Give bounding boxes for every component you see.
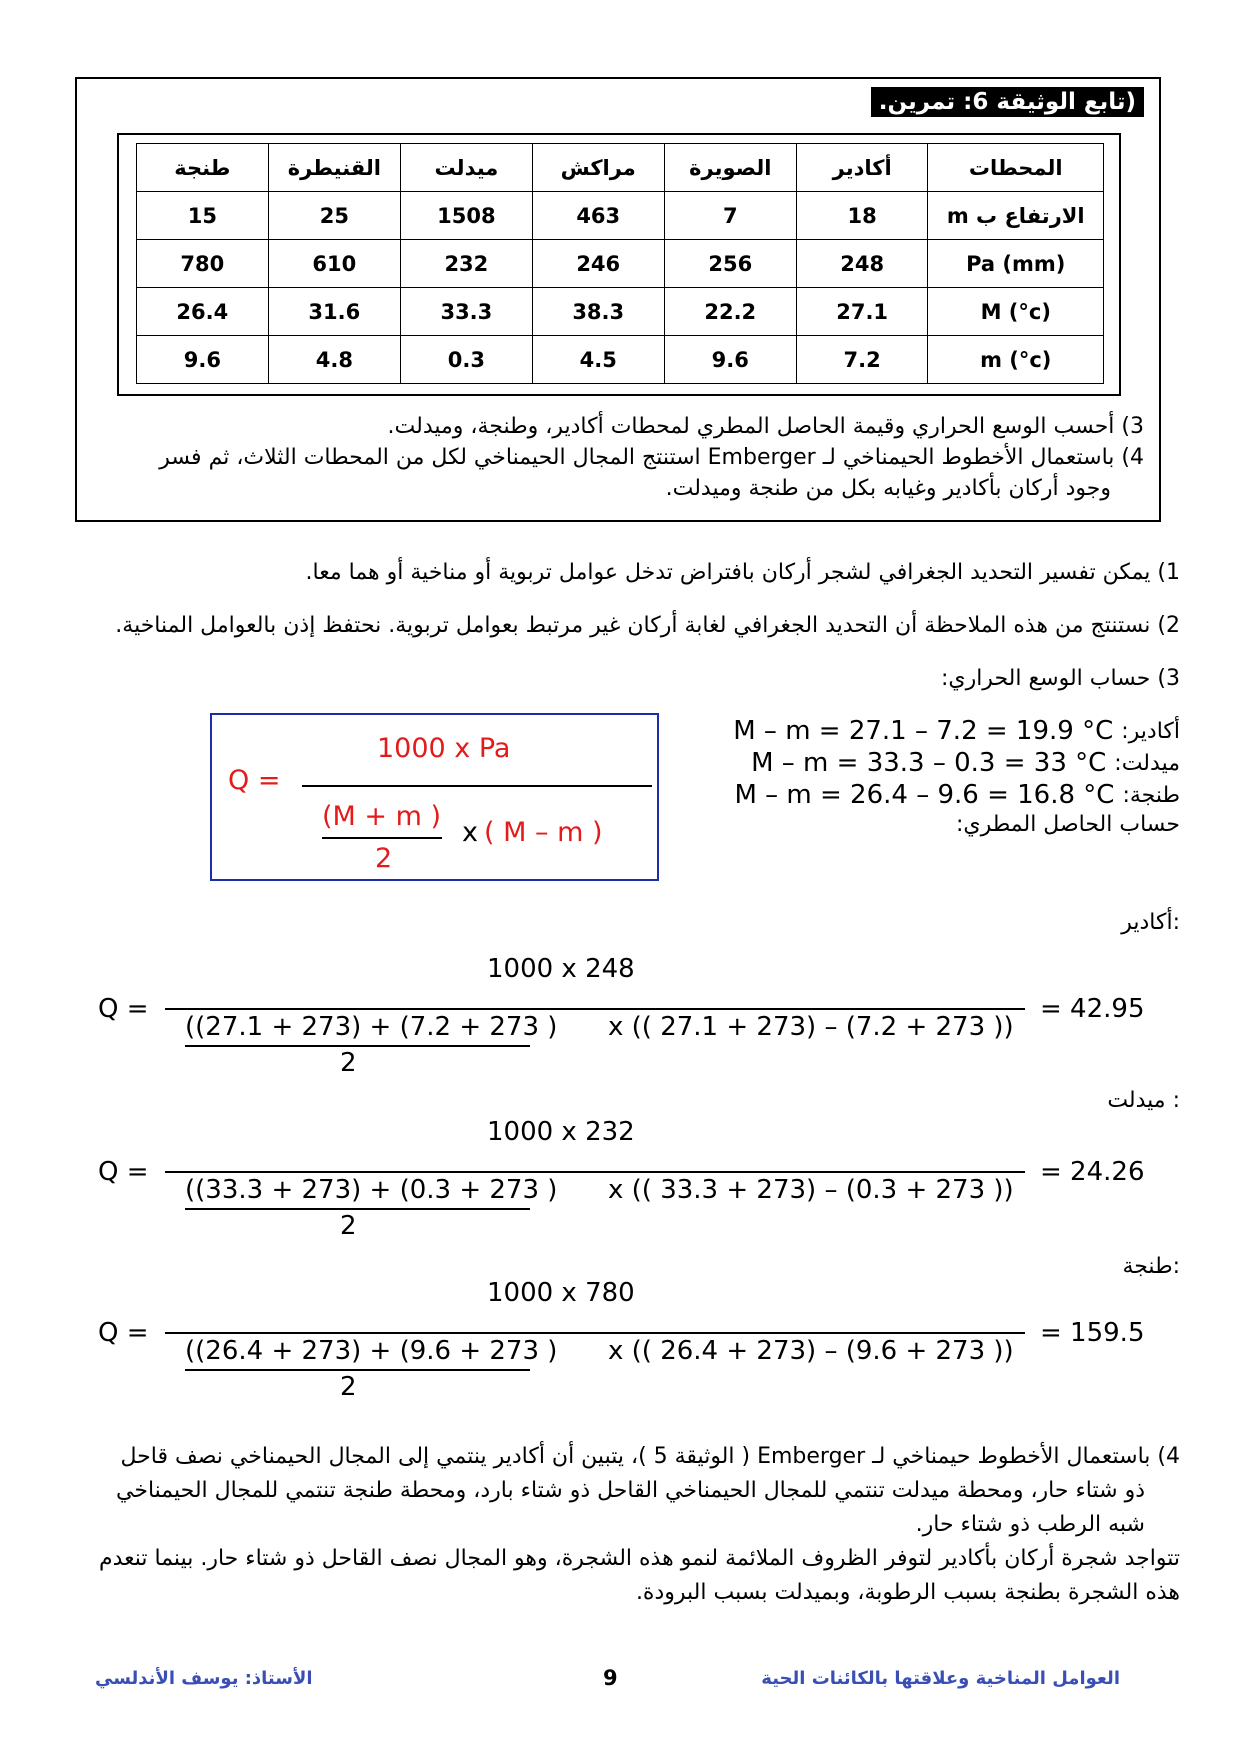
calc-result: = 24.26 bbox=[1040, 1157, 1145, 1187]
table-cell: Pa (mm) bbox=[928, 240, 1104, 288]
calc-fraction-line bbox=[165, 1332, 1025, 1334]
amplitude-list bbox=[700, 715, 1180, 811]
table-row bbox=[137, 288, 1104, 336]
calc-den1: ((33.3 + 273) + (0.3 + 273 ) bbox=[185, 1175, 558, 1205]
exercise-title: (تابع الوثيقة 6: تمرين. bbox=[871, 87, 1144, 117]
table-cell: 25 bbox=[268, 192, 400, 240]
table-cell: مراكش bbox=[532, 144, 664, 192]
calc-numerator: 1000 x 780 bbox=[487, 1278, 635, 1308]
question-4-cont: وجود أركان بأكادير وغيابه بكل من طنجة وميدلت. bbox=[665, 476, 1111, 501]
formula-fraction-line bbox=[302, 785, 652, 787]
table-cell: ميدلت bbox=[400, 144, 532, 192]
calc-numerator: 1000 x 248 bbox=[487, 954, 635, 984]
calc-fraction-line bbox=[165, 1008, 1025, 1010]
table-cell: 256 bbox=[664, 240, 796, 288]
calc-den1: ((26.4 + 273) + (9.6 + 273 ) bbox=[185, 1336, 558, 1366]
table-header-row bbox=[137, 144, 1104, 192]
table-row bbox=[137, 336, 1104, 384]
table-cell: 1508 bbox=[400, 192, 532, 240]
table-cell: طنجة bbox=[137, 144, 269, 192]
table-cell: 246 bbox=[532, 240, 664, 288]
calc-result: = 42.95 bbox=[1040, 994, 1145, 1024]
answer-1: 1) يمكن تفسير التحديد الجغرافي لشجر أركان بافتراض تدخل عوامل تربوية أو مناخية أو هما معا. bbox=[305, 560, 1180, 585]
table-cell: 15 bbox=[137, 192, 269, 240]
formula-numerator: 1000 x Pa bbox=[377, 733, 511, 764]
formula-mm-diff: ( M – m ) bbox=[484, 817, 603, 848]
calc-label: :طنجة bbox=[1122, 1254, 1180, 1279]
amplitude-station: أكادير: bbox=[1121, 718, 1180, 744]
amplitude-station: طنجة: bbox=[1122, 782, 1180, 808]
footer-chapter-title: العوامل المناخية وعلاقتها بالكائنات الحية bbox=[761, 1668, 1120, 1689]
answer-4-line-3: شبه الرطب ذو شتاء حار. bbox=[915, 1512, 1145, 1537]
calc-half-line bbox=[185, 1208, 530, 1210]
calc-block-midelt bbox=[0, 1073, 1240, 1243]
table-cell: m (°c) bbox=[928, 336, 1104, 384]
formula-half-line bbox=[322, 837, 442, 839]
answer-4-line-4: تتواجد شجرة أركان بأكادير لتوفر الظروف الملائمة لنمو هذه الشجرة، وهو المجال نصف القاحل ذو شتاء حار. بينما تنعدم bbox=[98, 1546, 1180, 1571]
exercise-box bbox=[75, 77, 1161, 522]
table-cell: 4.8 bbox=[268, 336, 400, 384]
table-cell: 38.3 bbox=[532, 288, 664, 336]
table-cell: 463 bbox=[532, 192, 664, 240]
table-cell: 9.6 bbox=[664, 336, 796, 384]
amplitude-row bbox=[700, 747, 1180, 779]
calc-den2: x (( 27.1 + 273) – (7.2 + 273 )) bbox=[608, 1012, 1014, 1042]
amplitude-row bbox=[700, 715, 1180, 747]
table-cell: 7.2 bbox=[796, 336, 928, 384]
answer-4-line-2: ذو شتاء حار، ومحطة ميدلت تنتمي للمجال الحيمناخي القاحل ذو شتاء بارد، ومحطة طنجة تنتمي للمجال الحيمناخي bbox=[116, 1478, 1145, 1503]
question-3: 3) أحسب الوسع الحراري وقيمة الحاصل المطري لمحطات أكادير، وطنجة، وميدلت. bbox=[387, 414, 1144, 439]
table-cell: الارتفاع ب m bbox=[928, 192, 1104, 240]
table-cell: 610 bbox=[268, 240, 400, 288]
answer-4-line-5: هذه الشجرة بطنجة بسبب الرطوبة، وبميدلت بسبب البرودة. bbox=[635, 1580, 1180, 1605]
calc-label: :أكادير bbox=[1121, 910, 1180, 935]
formula-box bbox=[210, 713, 659, 881]
table-cell: 33.3 bbox=[400, 288, 532, 336]
calc-den1: ((27.1 + 273) + (7.2 + 273 ) bbox=[185, 1012, 558, 1042]
table-cell: الصويرة bbox=[664, 144, 796, 192]
calc-half-line bbox=[185, 1369, 530, 1371]
table-cell: 9.6 bbox=[137, 336, 269, 384]
footer-author: الأستاذ: يوسف الأندلسي bbox=[95, 1668, 313, 1689]
table-row bbox=[137, 240, 1104, 288]
table-cell: 248 bbox=[796, 240, 928, 288]
table-cell: 780 bbox=[137, 240, 269, 288]
amplitude-expr: M – m = 27.1 – 7.2 = 19.9 °C bbox=[733, 716, 1114, 746]
calc-block-agadir bbox=[0, 910, 1240, 1080]
answer-3-title: 3) حساب الوسع الحراري: bbox=[940, 666, 1180, 691]
question-4: 4) باستعمال الأخطوط الحيمناخي لـ Emberger استنتج المجال الحيمناخي لكل من المحطات الثلاث، ثم فسر bbox=[159, 445, 1144, 470]
calc-den2: x (( 33.3 + 273) – (0.3 + 273 )) bbox=[608, 1175, 1014, 1205]
amplitude-station: ميدلت: bbox=[1114, 750, 1180, 776]
table-cell: أكادير bbox=[796, 144, 928, 192]
calc-two: 2 bbox=[340, 1372, 357, 1402]
calc-den2: x (( 26.4 + 273) – (9.6 + 273 )) bbox=[608, 1336, 1014, 1366]
table-cell: القنيطرة bbox=[268, 144, 400, 192]
calc-two: 2 bbox=[340, 1211, 357, 1241]
formula-mm-sum: (M + m ) bbox=[322, 801, 442, 832]
calc-label: : ميدلت bbox=[1107, 1088, 1180, 1113]
table-row bbox=[137, 192, 1104, 240]
table-cell: 27.1 bbox=[796, 288, 928, 336]
calc-q: Q = bbox=[98, 1318, 149, 1348]
table-cell: 26.4 bbox=[137, 288, 269, 336]
table-cell: 18 bbox=[796, 192, 928, 240]
amplitude-expr: M – m = 26.4 – 9.6 = 16.8 °C bbox=[734, 780, 1115, 810]
table-cell: 0.3 bbox=[400, 336, 532, 384]
formula-times: x bbox=[462, 817, 478, 848]
calc-q: Q = bbox=[98, 994, 149, 1024]
q-title: حساب الحاصل المطري: bbox=[955, 812, 1180, 837]
table-cell: المحطات bbox=[928, 144, 1104, 192]
table-cell: M (°c) bbox=[928, 288, 1104, 336]
amplitude-expr: M – m = 33.3 – 0.3 = 33 °C bbox=[751, 748, 1107, 778]
answer-2: 2) نستنتج من هذه الملاحظة أن التحديد الجغرافي لغابة أركان غير مرتبط بعوامل تربوية. نحتفظ إذن بالعوامل المناخية. bbox=[115, 613, 1180, 638]
table-cell: 31.6 bbox=[268, 288, 400, 336]
formula-q: Q = bbox=[228, 765, 281, 796]
table-cell: 4.5 bbox=[532, 336, 664, 384]
calc-fraction-line bbox=[165, 1171, 1025, 1173]
calc-q: Q = bbox=[98, 1157, 149, 1187]
calc-numerator: 1000 x 232 bbox=[487, 1117, 635, 1147]
climate-data-table bbox=[136, 143, 1104, 384]
answer-4-line-1: 4) باستعمال الأخطوط حيمناخي لـ Emberger ( الوثيقة 5 )، يتبين أن أكادير ينتمي إلى المجال الحيمناخي نصف قاحل bbox=[120, 1444, 1180, 1469]
table-cell: 232 bbox=[400, 240, 532, 288]
amplitude-row bbox=[700, 779, 1180, 811]
table-cell: 22.2 bbox=[664, 288, 796, 336]
calc-two: 2 bbox=[340, 1048, 357, 1078]
formula-two: 2 bbox=[375, 843, 393, 874]
calc-half-line bbox=[185, 1045, 530, 1047]
table-frame bbox=[117, 133, 1121, 396]
calc-block-tangier bbox=[0, 1234, 1240, 1404]
calc-result: = 159.5 bbox=[1040, 1318, 1145, 1348]
table-cell: 7 bbox=[664, 192, 796, 240]
page-number: 9 bbox=[603, 1666, 618, 1690]
